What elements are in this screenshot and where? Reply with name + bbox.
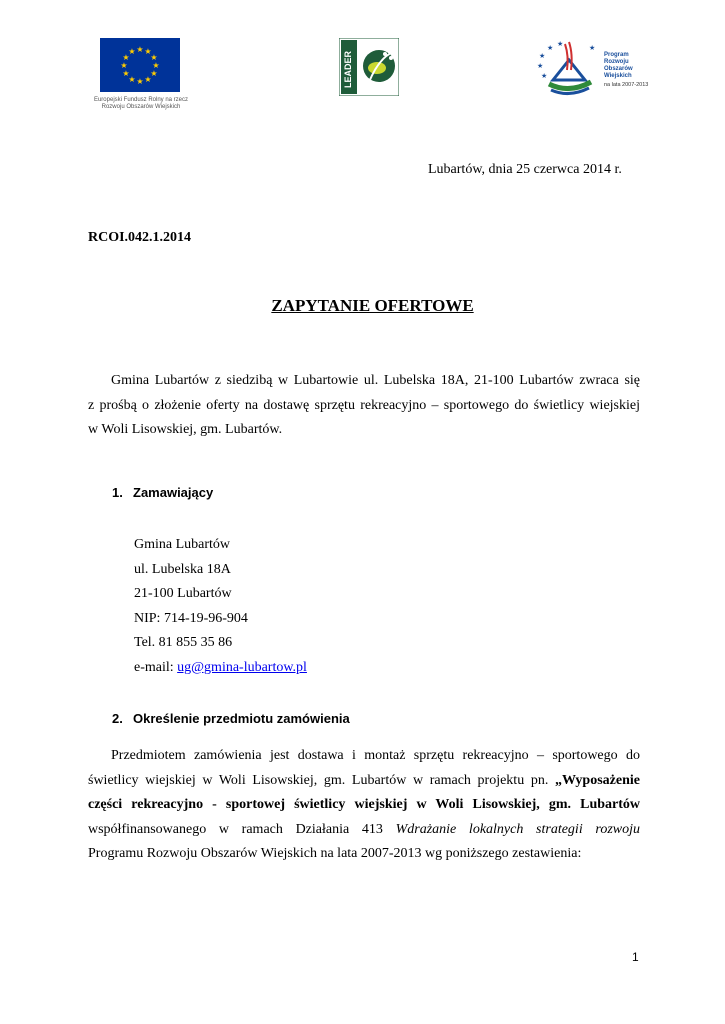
orderer-street: ul. Lubelska 18A bbox=[134, 561, 231, 577]
intro-line: z prośbą o złożenie oferty na dostawę sprzętu rekreacyjno – sportowego do świetlicy wiejskiej bbox=[88, 397, 640, 413]
page-number: 1 bbox=[632, 950, 639, 964]
orderer-name: Gmina Lubartów bbox=[134, 537, 231, 552]
email-link[interactable]: ug@gmina-lubartow.pl bbox=[177, 659, 307, 675]
svg-text:★: ★ bbox=[128, 75, 136, 84]
orderer-email: e-mail: ug@gmina-lubartow.pl bbox=[134, 659, 307, 675]
orderer-phone: Tel. 81 855 35 86 bbox=[134, 635, 233, 651]
intro-line: w Woli Lisowskiej, gm. Lubartów. bbox=[88, 422, 283, 437]
prow-logo-text: Program Rozwoju Obszarów Wiejskich bbox=[604, 52, 633, 79]
subject-paragraph bbox=[88, 744, 640, 867]
svg-text:★: ★ bbox=[120, 61, 128, 70]
subject-line: Programu Rozwoju Obszarów Wiejskich na lata 2007-2013 wg poniższego zestawienia: bbox=[88, 846, 582, 861]
svg-text:★: ★ bbox=[150, 53, 158, 62]
svg-text:★: ★ bbox=[144, 75, 152, 84]
svg-text:★: ★ bbox=[150, 69, 158, 78]
prow-logo-subtitle: na lata 2007-2013 bbox=[604, 82, 649, 88]
document-date: Lubartów, dnia 25 czerwca 2014 r. bbox=[428, 162, 622, 177]
svg-text:★: ★ bbox=[122, 53, 130, 62]
intro-line: Gmina Lubartów z siedzibą w Lubartowie ul. Lubelska 18A, 21-100 Lubartów zwraca się bbox=[111, 373, 640, 388]
orderer-address bbox=[134, 533, 307, 681]
svg-text:★: ★ bbox=[128, 47, 136, 56]
eu-fund-caption: Europejski Fundusz Rolny na rzecz Rozwoju Obszarów Wiejskich bbox=[93, 97, 189, 110]
svg-text:★: ★ bbox=[541, 72, 548, 80]
section-heading-orderer: 1. Zamawiający bbox=[112, 485, 214, 500]
subject-line: współfinansowanego w ramach Działania 413 Wdrażanie lokalnych strategii rozwoju bbox=[88, 821, 640, 837]
eu-flag-logo bbox=[100, 38, 180, 92]
subject-line: Przedmiotem zamówienia jest dostawa i montaż sprzętu rekreacyjno – sportowego do bbox=[111, 748, 640, 763]
svg-text:★: ★ bbox=[537, 62, 544, 70]
svg-text:★: ★ bbox=[136, 77, 144, 86]
subject-line: części rekreacyjno - sportowej świetlicy wiejskiej w Woli Lisowskiej, gm. Lubartów bbox=[88, 797, 640, 812]
leader-logo bbox=[339, 38, 399, 96]
orderer-nip: NIP: 714-19-96-904 bbox=[134, 610, 248, 626]
svg-text:★: ★ bbox=[136, 45, 144, 54]
subject-line: świetlicy wiejskiej w Woli Lisowskiej, gm. Lubartów w ramach projektu pn. „Wyposażenie bbox=[88, 772, 640, 788]
svg-text:★: ★ bbox=[547, 44, 554, 52]
svg-text:★: ★ bbox=[539, 52, 546, 60]
document-reference: RCOI.042.1.2014 bbox=[88, 230, 192, 245]
svg-text:★: ★ bbox=[557, 40, 564, 48]
document-title: ZAPYTANIE OFERTOWE bbox=[271, 296, 474, 315]
orderer-city: 21-100 Lubartów bbox=[134, 586, 232, 602]
section-heading-subject: 2. Określenie przedmiotu zamówienia bbox=[112, 711, 350, 726]
intro-paragraph bbox=[88, 369, 640, 443]
svg-text:★: ★ bbox=[589, 44, 596, 52]
svg-text:★: ★ bbox=[144, 47, 152, 56]
svg-text:LEADER: LEADER bbox=[343, 50, 353, 88]
svg-text:★: ★ bbox=[122, 69, 130, 78]
svg-text:★: ★ bbox=[152, 61, 160, 70]
